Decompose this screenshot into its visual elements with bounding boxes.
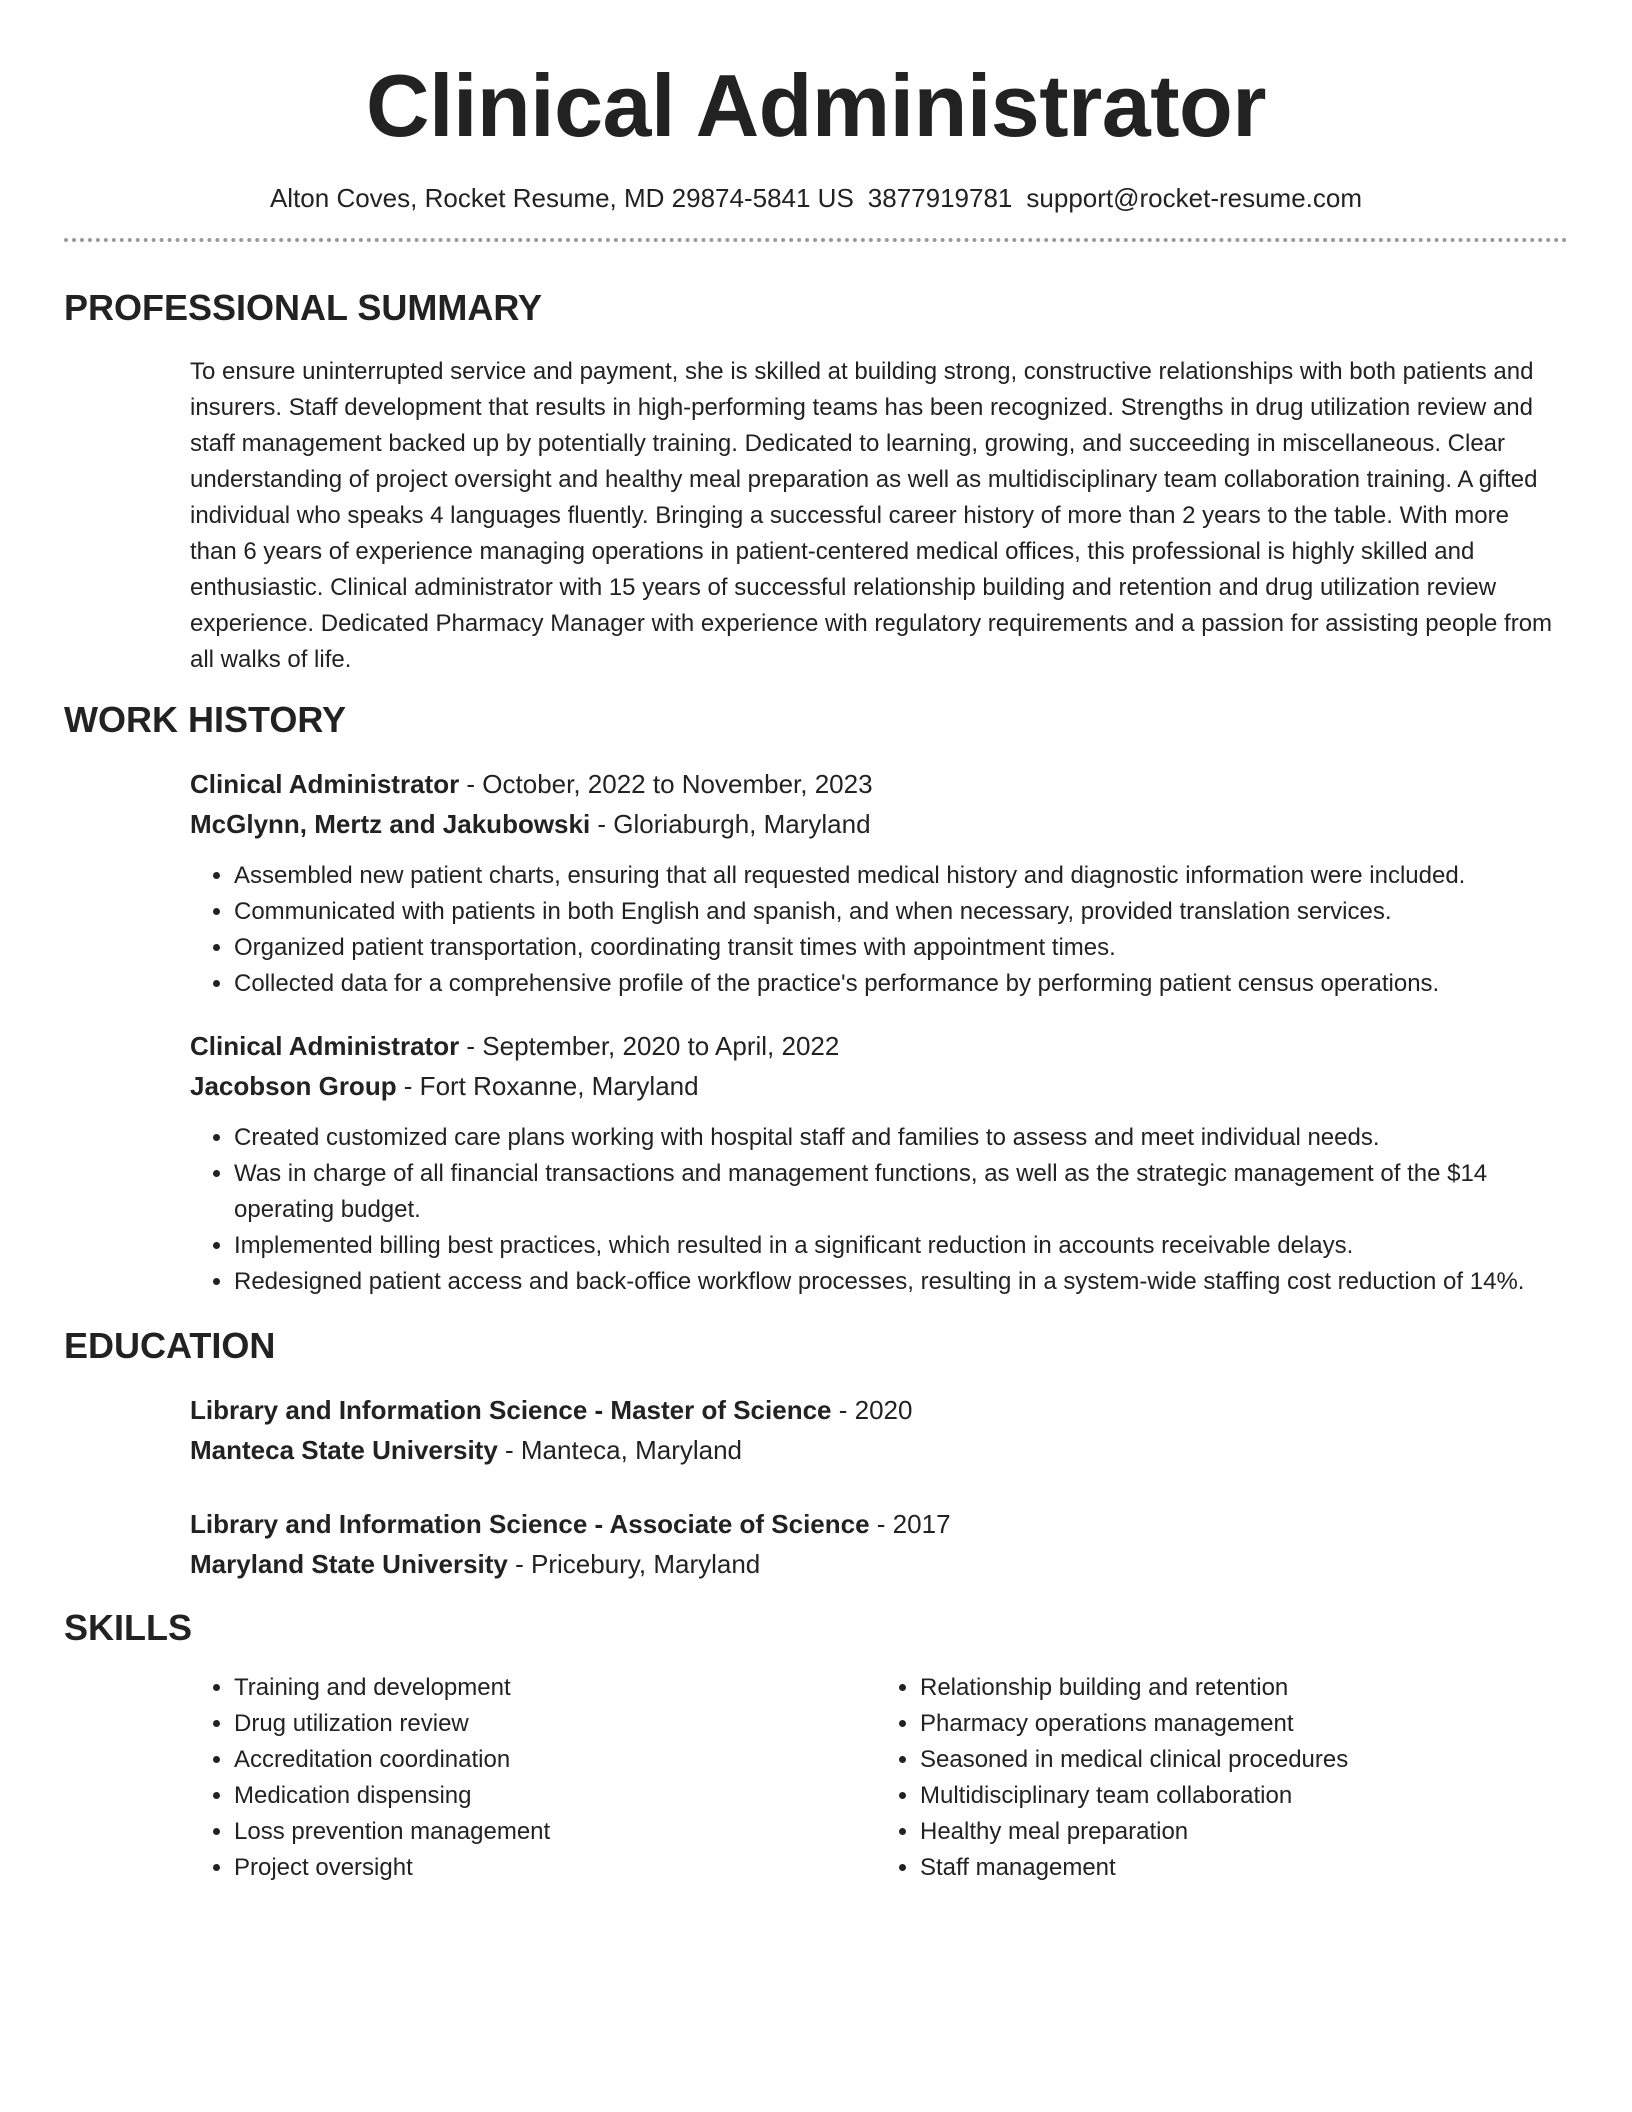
skill-item: • Seasoned in medical clinical procedures xyxy=(920,1742,1562,1778)
job-title-line xyxy=(190,1026,1562,1066)
skills-list-right xyxy=(876,1670,1562,1886)
education-degree-line xyxy=(190,1390,1562,1430)
job-bullet: • Implemented billing best practices, which resulted in a significant reduction in accounts receivable delays. xyxy=(234,1228,1562,1264)
section-title-summary: PROFESSIONAL SUMMARY xyxy=(64,287,543,328)
job-company-line xyxy=(190,1066,1562,1106)
skill-item: • Pharmacy operations management xyxy=(920,1706,1562,1742)
job-bullet: • Redesigned patient access and back-office workflow processes, resulting in a system-wide staffing cost reduction of 14%. xyxy=(234,1264,1562,1300)
contact-email[interactable]: support@rocket-resume.com xyxy=(1026,183,1363,213)
job-company: McGlynn, Mertz and Jakubowski xyxy=(190,809,591,839)
page-title: Clinical Administrator xyxy=(365,56,1267,155)
education-year: - 2020 xyxy=(831,1395,913,1425)
job-bullet: • Assembled new patient charts, ensuring that all requested medical history and diagnostic information were included. xyxy=(234,858,1562,894)
education-degree: Library and Information Science - Associate of Science xyxy=(190,1509,870,1539)
section-title-skills: SKILLS xyxy=(64,1607,193,1648)
job-entry xyxy=(190,1026,1562,1300)
skill-item: • Healthy meal preparation xyxy=(920,1814,1562,1850)
education-year: - 2017 xyxy=(869,1509,951,1539)
job-entry xyxy=(190,764,1562,1002)
job-dates: - September, 2020 to April, 2022 xyxy=(459,1031,840,1061)
skill-item: • Staff management xyxy=(920,1850,1562,1886)
skill-item: • Project oversight xyxy=(234,1850,876,1886)
education-school: Manteca State University xyxy=(190,1435,498,1465)
job-bullet-list xyxy=(190,1120,1562,1300)
education-school-line xyxy=(190,1544,1562,1584)
skill-item: • Training and development xyxy=(234,1670,876,1706)
job-bullet: • Created customized care plans working with hospital staff and families to assess and meet individual needs. xyxy=(234,1120,1562,1156)
contact-line xyxy=(64,180,1568,216)
summary-text: To ensure uninterrupted service and payment, she is skilled at building strong, constructive relationships with both patients and insurers. Staff development that results in high-performing teams has been recognized. Strengths in drug utilization review and staff management backed up by potentially training. Dedicated to learning, growing, and succeeding in miscellaneous. Clear understanding of project oversight and healthy meal preparation as well as multidisciplinary team collaboration training. A gifted individual who speaks 4 languages fluently. Bringing a successful career history of more than 2 years to the table. With more than 6 years of experience managing operations in patient-centered medical offices, this professional is highly skilled and enthusiastic. Clinical administrator with 15 years of successful relationship building and retention and drug utilization review experience. Dedicated Pharmacy Manager with experience with regulatory requirements and a passion for assisting people from all walks of life. xyxy=(190,358,1553,673)
skills-grid xyxy=(190,1670,1562,1886)
job-company-line xyxy=(190,804,1562,844)
skill-item: • Loss prevention management xyxy=(234,1814,876,1850)
job-location: - Fort Roxanne, Maryland xyxy=(396,1071,699,1101)
skill-item: • Multidisciplinary team collaboration xyxy=(920,1778,1562,1814)
skill-item: • Drug utilization review xyxy=(234,1706,876,1742)
job-dates: - October, 2022 to November, 2023 xyxy=(459,769,873,799)
education-entry xyxy=(190,1390,1562,1470)
education-location: - Manteca, Maryland xyxy=(497,1435,743,1465)
skill-item: • Medication dispensing xyxy=(234,1778,876,1814)
education-school: Maryland State University xyxy=(190,1549,508,1579)
job-bullet: • Organized patient transportation, coordinating transit times with appointment times. xyxy=(234,930,1562,966)
job-company: Jacobson Group xyxy=(190,1071,397,1101)
skill-item: • Relationship building and retention xyxy=(920,1670,1562,1706)
job-bullet: • Communicated with patients in both English and spanish, and when necessary, provided translation services. xyxy=(234,894,1562,930)
section-title-work-history: WORK HISTORY xyxy=(64,699,347,740)
education-degree: Library and Information Science - Master of Science xyxy=(190,1395,832,1425)
job-role: Clinical Administrator xyxy=(190,1031,460,1061)
education-school-line xyxy=(190,1430,1562,1470)
skill-item: • Accreditation coordination xyxy=(234,1742,876,1778)
job-location: - Gloriaburgh, Maryland xyxy=(590,809,871,839)
education-entry xyxy=(190,1504,1562,1584)
contact-address: Alton Coves, Rocket Resume, MD 29874-5841 US xyxy=(269,183,854,213)
header-divider xyxy=(64,238,1568,242)
job-title-line xyxy=(190,764,1562,804)
job-role: Clinical Administrator xyxy=(190,769,460,799)
skills-list-left xyxy=(190,1670,876,1886)
education-degree-line xyxy=(190,1504,1562,1544)
job-bullet: • Collected data for a comprehensive profile of the practice's performance by performing patient census operations. xyxy=(234,966,1562,1002)
job-bullet: • Was in charge of all financial transactions and management functions, as well as the strategic management of the $14 operating budget. xyxy=(234,1156,1562,1228)
education-location: - Pricebury, Maryland xyxy=(507,1549,761,1579)
section-title-education: EDUCATION xyxy=(64,1325,276,1366)
contact-phone: 3877919781 xyxy=(867,183,1013,213)
job-bullet-list xyxy=(190,858,1562,1002)
